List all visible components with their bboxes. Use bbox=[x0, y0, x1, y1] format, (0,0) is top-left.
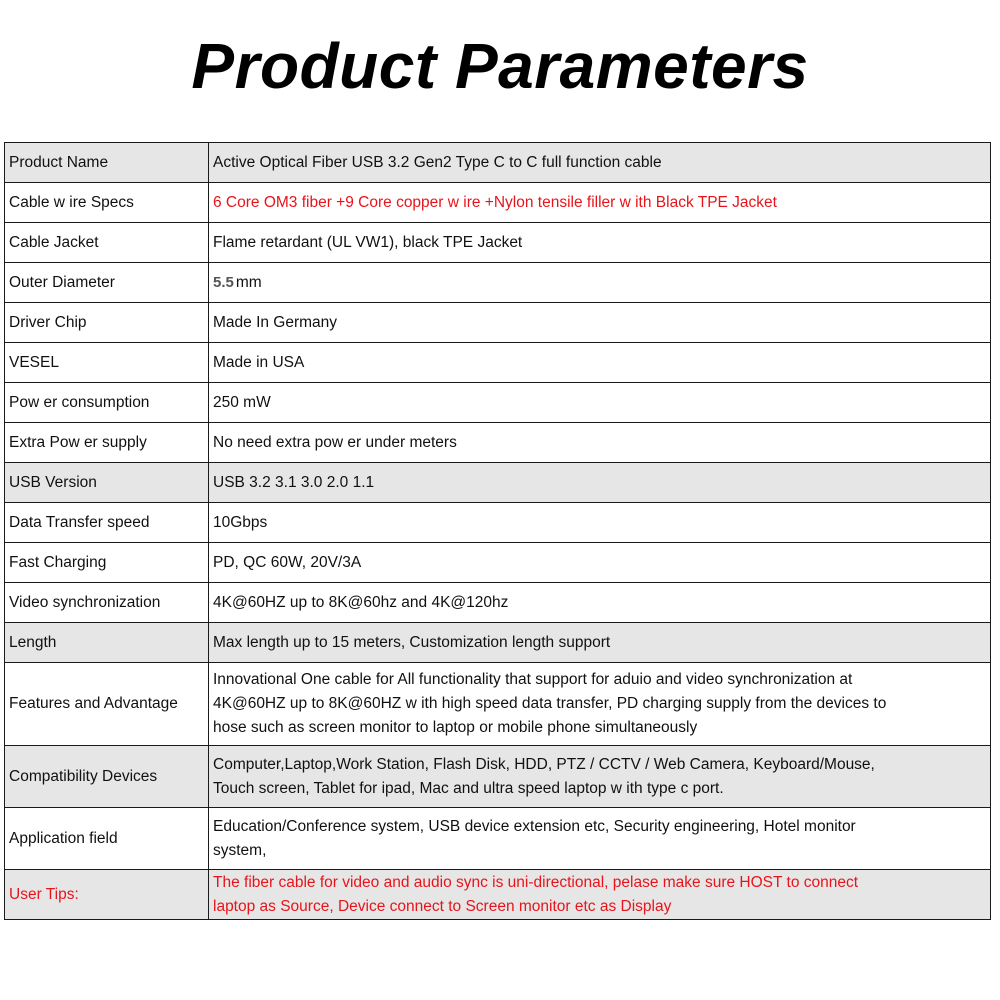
param-value: 10Gbps bbox=[209, 503, 991, 543]
param-value: Flame retardant (UL VW1), black TPE Jacket bbox=[209, 223, 991, 263]
param-label: User Tips: bbox=[5, 870, 209, 920]
table-row bbox=[5, 223, 991, 263]
param-value bbox=[209, 263, 991, 303]
param-value-line: Touch screen, Tablet for ipad, Mac and ultra speed laptop w ith type c port. bbox=[213, 779, 724, 797]
table-row bbox=[5, 503, 991, 543]
param-value bbox=[209, 808, 991, 870]
param-label: VESEL bbox=[5, 343, 209, 383]
table-row bbox=[5, 583, 991, 623]
param-value: Made in USA bbox=[209, 343, 991, 383]
table-row bbox=[5, 623, 991, 663]
table-row bbox=[5, 263, 991, 303]
param-value bbox=[209, 870, 991, 920]
param-value-line: The fiber cable for video and audio sync is uni-directional, pelase make sure HOST to connect bbox=[213, 873, 859, 891]
table-row bbox=[5, 663, 991, 746]
param-value: 4K@60HZ up to 8K@60hz and 4K@120hz bbox=[209, 583, 991, 623]
table-row bbox=[5, 808, 991, 870]
param-value-line: 4K@60HZ up to 8K@60HZ w ith high speed data transfer, PD charging supply from the devices to bbox=[213, 695, 887, 712]
table-row bbox=[5, 746, 991, 808]
page-title: Product Parameters bbox=[191, 30, 809, 102]
param-value: Max length up to 15 meters, Customization length support bbox=[209, 623, 991, 663]
table-row bbox=[5, 463, 991, 503]
param-value-line: hose such as screen monitor to laptop or mobile phone simultaneously bbox=[213, 719, 698, 736]
param-label: Application field bbox=[5, 808, 209, 870]
param-value: Active Optical Fiber USB 3.2 Gen2 Type C to C full function cable bbox=[209, 143, 991, 183]
param-value-line: laptop as Source, Device connect to Screen monitor etc as Display bbox=[213, 897, 672, 915]
param-label: USB Version bbox=[5, 463, 209, 503]
param-label: Pow er consumption bbox=[5, 383, 209, 423]
param-label: Video synchronization bbox=[5, 583, 209, 623]
table-row bbox=[5, 183, 991, 223]
param-value: PD, QC 60W, 20V/3A bbox=[209, 543, 991, 583]
table-row bbox=[5, 383, 991, 423]
param-value-line: system, bbox=[213, 841, 267, 859]
table-row bbox=[5, 423, 991, 463]
param-label: Cable Jacket bbox=[5, 223, 209, 263]
param-label: Outer Diameter bbox=[5, 263, 209, 303]
param-label: Cable w ire Specs bbox=[5, 183, 209, 223]
param-label: Product Name bbox=[5, 143, 209, 183]
table-row bbox=[5, 870, 991, 920]
param-label: Fast Charging bbox=[5, 543, 209, 583]
param-value: 250 mW bbox=[209, 383, 991, 423]
param-label: Compatibility Devices bbox=[5, 746, 209, 808]
table-row bbox=[5, 143, 991, 183]
parameters-table bbox=[4, 142, 991, 920]
param-label: Driver Chip bbox=[5, 303, 209, 343]
param-label: Data Transfer speed bbox=[5, 503, 209, 543]
diameter-number: 5.5 bbox=[213, 273, 234, 291]
table-row bbox=[5, 543, 991, 583]
param-value-line: Education/Conference system, USB device extension etc, Security engineering, Hotel monitor bbox=[213, 817, 856, 835]
table-row bbox=[5, 343, 991, 383]
param-value bbox=[209, 663, 991, 746]
param-value: Made In Germany bbox=[209, 303, 991, 343]
param-value-line: Innovational One cable for All functionality that support for aduio and video synchronization at bbox=[213, 671, 853, 688]
param-value-line: Computer,Laptop,Work Station, Flash Disk, HDD, PTZ / CCTV / Web Camera, Keyboard/Mouse, bbox=[213, 755, 875, 773]
table-row bbox=[5, 303, 991, 343]
param-label: Features and Advantage bbox=[5, 663, 209, 746]
param-value: No need extra pow er under meters bbox=[209, 423, 991, 463]
param-value bbox=[209, 746, 991, 808]
param-label: Length bbox=[5, 623, 209, 663]
diameter-unit: mm bbox=[235, 273, 262, 291]
param-label: Extra Pow er supply bbox=[5, 423, 209, 463]
param-value: 6 Core OM3 fiber +9 Core copper w ire +Nylon tensile filler w ith Black TPE Jacket bbox=[209, 183, 991, 223]
param-value: USB 3.2 3.1 3.0 2.0 1.1 bbox=[209, 463, 991, 503]
